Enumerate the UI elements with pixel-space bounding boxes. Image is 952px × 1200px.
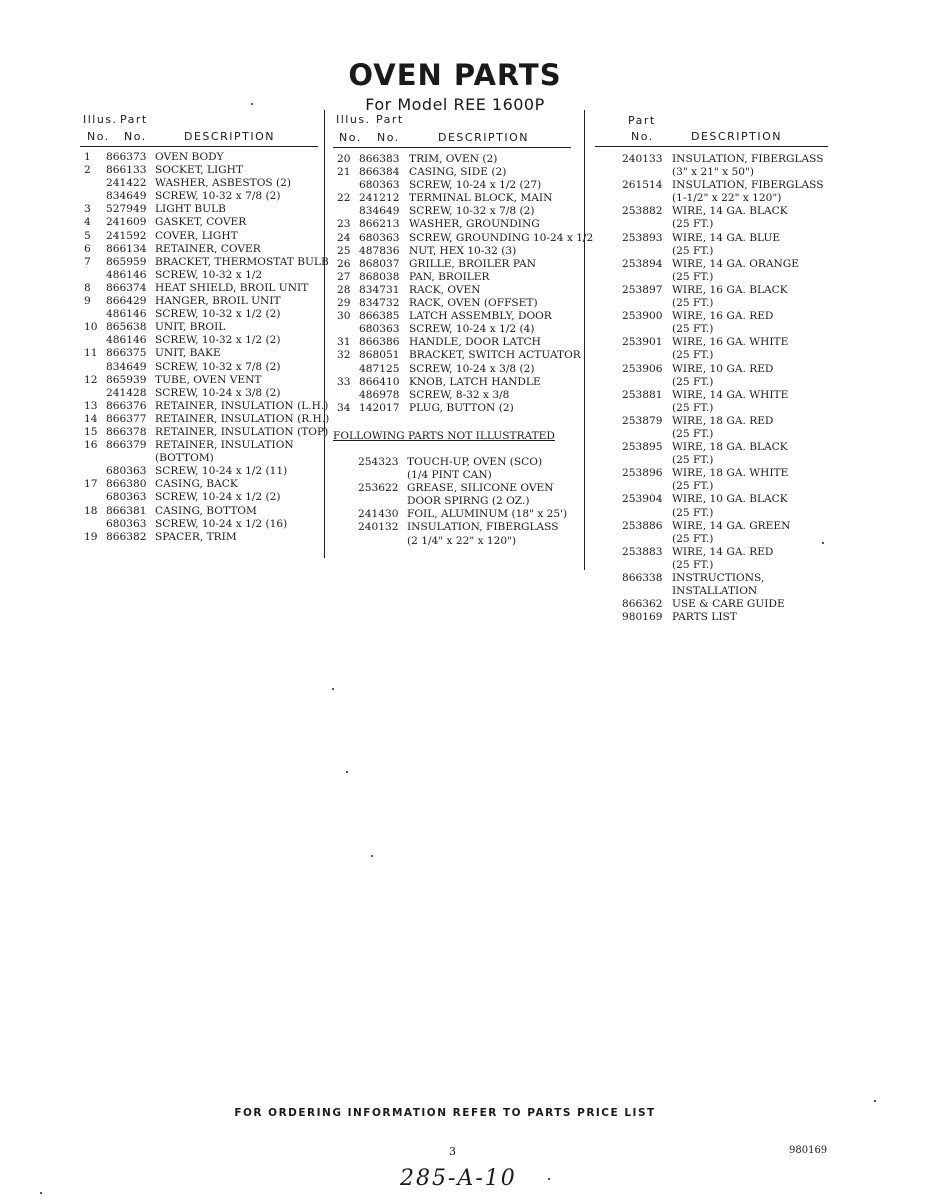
illus-number: 9 [84, 295, 91, 308]
part-number: 487836 [359, 244, 400, 257]
part-description: GREASE, SILICONE OVEN [407, 482, 554, 495]
part-description: TUBE, OVEN VENT [155, 373, 262, 386]
part-number: 865959 [106, 255, 147, 268]
part-number: 866374 [106, 281, 147, 294]
part-number: 680363 [106, 517, 147, 530]
part-description: SCREW, 10-32 x 7/8 (2) [409, 205, 535, 218]
part-number: 253893 [622, 231, 663, 244]
illus-number: 6 [84, 242, 91, 255]
part-description: NUT, HEX 10-32 (3) [409, 244, 517, 257]
part-description: BRACKET, SWITCH ACTUATOR [409, 349, 581, 362]
part-number: 866384 [359, 166, 400, 179]
part-description: GRILLE, BROILER PAN [409, 257, 536, 270]
part-number: 253883 [622, 545, 663, 558]
part-description: (3" x 21" x 50") [672, 166, 755, 179]
header-part-no-mid: No. [377, 131, 400, 144]
scan-speck [251, 103, 253, 105]
part-description: SCREW, 10-32 x 1/2 (2) [155, 308, 281, 321]
part-description: SCREW, 10-24 x 1/2 (11) [155, 465, 288, 478]
page-title: OVEN PARTS [348, 58, 562, 92]
part-number: 253622 [358, 482, 399, 495]
part-description: INSULATION, FIBERGLASS [672, 179, 824, 192]
part-description: TERMINAL BLOCK, MAIN [409, 192, 553, 205]
illus-number: 12 [84, 373, 98, 386]
part-description: WIRE, 14 GA. RED [672, 545, 774, 558]
scan-speck [40, 1192, 42, 1194]
part-description: (25 FT.) [672, 244, 714, 257]
illus-number: 2 [84, 164, 91, 177]
illus-number: 26 [337, 257, 351, 270]
part-description: RETAINER, INSULATION (L.H.) [155, 399, 329, 412]
illus-number: 13 [84, 399, 98, 412]
part-description: WIRE, 14 GA. BLACK [672, 205, 788, 218]
part-description: SCREW, 10-24 x 3/8 (2) [155, 386, 281, 399]
part-number: 254323 [358, 456, 399, 468]
illus-number: 29 [337, 297, 351, 310]
part-description: TRIM, OVEN (2) [409, 153, 498, 165]
part-number: 834732 [359, 297, 400, 310]
illus-number: 25 [337, 244, 351, 257]
part-description: (25 FT.) [672, 401, 714, 414]
part-description: HANGER, BROIL UNIT [155, 295, 281, 308]
part-description: (25 FT.) [672, 375, 714, 388]
part-description: BRACKET, THERMOSTAT BULB [155, 255, 329, 268]
illus-number: 8 [84, 281, 91, 294]
part-description: CASING, SIDE (2) [409, 166, 507, 179]
part-number: 241609 [106, 216, 147, 229]
scan-speck [346, 771, 348, 773]
header-part-top-left: Part [120, 113, 148, 126]
scan-speck [332, 688, 334, 690]
part-number: 866378 [106, 425, 147, 438]
header-description-left: DESCRIPTION [184, 130, 275, 143]
part-description: RETAINER, INSULATION [155, 439, 294, 452]
header-rule-mid [333, 147, 571, 148]
part-description: (25 FT.) [672, 297, 714, 310]
part-number: 486146 [106, 334, 147, 347]
part-description: HANDLE, DOOR LATCH [409, 336, 541, 349]
part-description: (25 FT.) [672, 323, 714, 336]
illus-number: 32 [337, 349, 351, 362]
part-description: GASKET, COVER [155, 216, 247, 229]
document-number: 980169 [789, 1145, 828, 1156]
illus-number: 23 [337, 218, 351, 231]
illus-number: 21 [337, 166, 351, 179]
part-description: TOUCH-UP, OVEN (SCO) [407, 456, 543, 468]
illus-number: 31 [337, 336, 351, 349]
part-description: (25 FT.) [672, 558, 714, 571]
part-description: KNOB, LATCH HANDLE [409, 375, 541, 388]
part-description: SPACER, TRIM [155, 530, 237, 543]
part-number: 866338 [622, 572, 663, 584]
part-number: 680363 [106, 465, 147, 478]
part-description: UNIT, BAKE [155, 347, 221, 360]
part-number: 866379 [106, 439, 147, 452]
part-number: 261514 [622, 179, 663, 192]
part-description: WASHER, ASBESTOS (2) [155, 177, 292, 190]
part-description: (25 FT.) [672, 349, 714, 362]
part-number: 866386 [359, 336, 400, 349]
header-illus-no-mid: No. [339, 131, 362, 144]
part-description: WIRE, 16 GA. BLACK [672, 283, 788, 296]
part-description: RACK, OVEN [409, 283, 481, 296]
part-description: WIRE, 10 GA. BLACK [672, 493, 788, 506]
part-description: OVEN BODY [155, 151, 224, 163]
illus-number: 15 [84, 425, 98, 438]
page-number: 3 [449, 1145, 456, 1158]
part-description: WIRE, 16 GA. WHITE [672, 336, 789, 349]
part-number: 866377 [106, 412, 147, 425]
header-illus-no-left: No. [87, 130, 110, 143]
part-description: WIRE, 16 GA. RED [672, 310, 774, 323]
part-number: 834649 [106, 190, 147, 203]
part-description: (25 FT.) [672, 270, 714, 283]
part-number: 241430 [358, 508, 399, 521]
part-description: LIGHT BULB [155, 203, 226, 216]
illus-number: 33 [337, 375, 351, 388]
part-description: COVER, LIGHT [155, 229, 238, 242]
part-description: CASING, BACK [155, 478, 238, 491]
part-number: 680363 [359, 323, 400, 336]
illus-number: 10 [84, 321, 98, 334]
part-description: (25 FT.) [672, 532, 714, 545]
part-description: (BOTTOM) [155, 452, 214, 465]
illus-number: 18 [84, 504, 98, 517]
part-number: 866380 [106, 478, 147, 491]
part-description: USE & CARE GUIDE [672, 598, 785, 611]
illus-number: 19 [84, 530, 98, 543]
illus-number: 34 [337, 401, 351, 414]
illus-number: 24 [337, 231, 351, 244]
part-description: HEAT SHIELD, BROIL UNIT [155, 281, 309, 294]
part-description: (25 FT.) [672, 506, 714, 519]
part-description: SCREW, 10-24 x 1/2 (2) [155, 491, 281, 504]
part-number: 866383 [359, 153, 400, 165]
part-number: 865638 [106, 321, 147, 334]
illus-number: 16 [84, 439, 98, 452]
part-description: SCREW, 10-32 x 1/2 [155, 268, 263, 281]
part-number: 866134 [106, 242, 147, 255]
part-description: RACK, OVEN (OFFSET) [409, 297, 538, 310]
part-description: RETAINER, COVER [155, 242, 261, 255]
ordering-info-footer: FOR ORDERING INFORMATION REFER TO PARTS PRICE LIST [234, 1107, 656, 1119]
scan-speck [822, 542, 824, 544]
scan-speck [548, 1178, 550, 1180]
part-description: WIRE, 14 GA. BLUE [672, 231, 781, 244]
part-description: RETAINER, INSULATION (TOP) [155, 425, 329, 438]
part-description: (1-1/2" x 22" x 120") [672, 192, 782, 205]
header-part-no-left: No. [124, 130, 147, 143]
part-number: 868051 [359, 349, 400, 362]
part-number: 253882 [622, 205, 663, 218]
part-description: (25 FT.) [672, 427, 714, 440]
column-divider-right [584, 110, 585, 570]
part-number: 866381 [106, 504, 147, 517]
part-number: 866410 [359, 375, 400, 388]
part-number: 980169 [622, 611, 663, 624]
part-number: 253879 [622, 414, 663, 427]
part-description: WIRE, 18 GA. RED [672, 414, 774, 427]
part-number: 834649 [359, 205, 400, 218]
part-number: 866429 [106, 295, 147, 308]
part-description: UNIT, BROIL [155, 321, 226, 334]
header-part-no-right: No. [631, 130, 654, 143]
part-number: 680363 [106, 491, 147, 504]
illus-number: 28 [337, 283, 351, 296]
illus-number: 14 [84, 412, 98, 425]
part-number: 241422 [106, 177, 147, 190]
part-description: SCREW, 8-32 x 3/8 [409, 388, 510, 401]
part-description: WIRE, 14 GA. GREEN [672, 519, 791, 532]
part-number: 253906 [622, 362, 663, 375]
part-number: 487125 [359, 362, 400, 375]
illus-number: 7 [84, 255, 91, 268]
part-description: (2 1/4" x 22" x 120") [407, 534, 517, 547]
part-number: 240132 [358, 521, 399, 534]
scan-speck [874, 1100, 876, 1102]
part-number: 865939 [106, 373, 147, 386]
part-description: INSULATION, FIBERGLASS [672, 153, 824, 165]
part-number: 253900 [622, 310, 663, 323]
part-description: DOOR SPIRNG (2 OZ.) [407, 495, 530, 508]
part-description: (25 FT.) [672, 454, 714, 467]
part-description: FOIL, ALUMINUM (18" x 25') [407, 508, 568, 521]
header-rule-right [595, 146, 828, 147]
illus-number: 30 [337, 310, 351, 323]
page-subtitle: For Model REE 1600P [365, 95, 545, 114]
part-description: WIRE, 18 GA. WHITE [672, 467, 789, 480]
header-illus-top-mid: Illus. [336, 113, 371, 126]
part-number: 253896 [622, 467, 663, 480]
part-number: 680363 [359, 179, 400, 192]
header-description-mid: DESCRIPTION [438, 131, 529, 144]
illus-number: 3 [84, 203, 91, 216]
part-number: 241212 [359, 192, 400, 205]
part-description: SCREW, 10-32 x 7/8 (2) [155, 190, 281, 203]
part-description: (25 FT.) [672, 480, 714, 493]
part-description: INSTRUCTIONS, [672, 572, 765, 584]
part-description: SCREW, 10-24 x 3/8 (2) [409, 362, 535, 375]
part-description: WIRE, 10 GA. RED [672, 362, 774, 375]
illus-number: 1 [84, 151, 91, 163]
part-number: 866362 [622, 598, 663, 611]
header-part-top-mid: Part [376, 113, 404, 126]
part-description: SOCKET, LIGHT [155, 164, 243, 177]
not-illustrated-heading: FOLLOWING PARTS NOT ILLUSTRATED [333, 430, 555, 442]
illus-number: 20 [337, 153, 351, 165]
part-description: (1/4 PINT CAN) [407, 469, 492, 482]
part-description: RETAINER, INSULATION (R.H.) [155, 412, 330, 425]
part-description: WIRE, 14 GA. ORANGE [672, 257, 799, 270]
part-number: 866376 [106, 399, 147, 412]
part-number: 680363 [359, 231, 400, 244]
part-description: LATCH ASSEMBLY, DOOR [409, 310, 552, 323]
part-description: (25 FT.) [672, 218, 714, 231]
part-number: 866133 [106, 164, 147, 177]
part-number: 253886 [622, 519, 663, 532]
part-description: SCREW, 10-32 x 7/8 (2) [155, 360, 281, 373]
part-number: 866385 [359, 310, 400, 323]
header-rule-left [80, 146, 318, 147]
part-number: 486978 [359, 388, 400, 401]
part-description: PLUG, BUTTON (2) [409, 401, 514, 414]
part-description: SCREW, GROUNDING 10-24 x 1/2 [409, 231, 594, 244]
illus-number: 5 [84, 229, 91, 242]
part-number: 253897 [622, 283, 663, 296]
illus-number: 17 [84, 478, 98, 491]
column-divider-left [324, 110, 325, 558]
part-number: 241428 [106, 386, 147, 399]
part-number: 241592 [106, 229, 147, 242]
illus-number: 11 [84, 347, 98, 360]
part-description: PARTS LIST [672, 611, 737, 624]
part-description: CASING, BOTTOM [155, 504, 257, 517]
part-description: SCREW, 10-24 x 1/2 (4) [409, 323, 535, 336]
part-number: 868037 [359, 257, 400, 270]
part-number: 253904 [622, 493, 663, 506]
part-number: 240133 [622, 153, 663, 165]
part-number: 866382 [106, 530, 147, 543]
part-description: SCREW, 10-32 x 1/2 (2) [155, 334, 281, 347]
header-illus-top-left: Illus. [83, 113, 118, 126]
part-number: 253895 [622, 441, 663, 454]
scan-speck [371, 855, 373, 857]
part-number: 253894 [622, 257, 663, 270]
part-description: INSULATION, FIBERGLASS [407, 521, 559, 534]
illus-number: 4 [84, 216, 91, 229]
part-description: INSTALLATION [672, 585, 758, 598]
part-number: 868038 [359, 270, 400, 283]
illus-number: 22 [337, 192, 351, 205]
part-number: 866373 [106, 151, 147, 163]
part-number: 527949 [106, 203, 147, 216]
part-number: 486146 [106, 268, 147, 281]
part-number: 866213 [359, 218, 400, 231]
illus-number: 27 [337, 270, 351, 283]
part-number: 866375 [106, 347, 147, 360]
part-number: 253881 [622, 388, 663, 401]
part-number: 486146 [106, 308, 147, 321]
header-description-right: DESCRIPTION [691, 130, 782, 143]
handwritten-note: 285-A-10 [400, 1166, 517, 1191]
part-number: 834731 [359, 283, 400, 296]
part-number: 253901 [622, 336, 663, 349]
part-number: 142017 [359, 401, 400, 414]
part-description: WIRE, 18 GA. BLACK [672, 441, 788, 454]
part-description: SCREW, 10-24 x 1/2 (16) [155, 517, 288, 530]
part-number: 834649 [106, 360, 147, 373]
part-description: WASHER, GROUNDING [409, 218, 540, 231]
part-description: WIRE, 14 GA. WHITE [672, 388, 789, 401]
part-description: SCREW, 10-24 x 1/2 (27) [409, 179, 542, 192]
part-description: PAN, BROILER [409, 270, 490, 283]
header-part-top-right: Part [628, 114, 656, 127]
